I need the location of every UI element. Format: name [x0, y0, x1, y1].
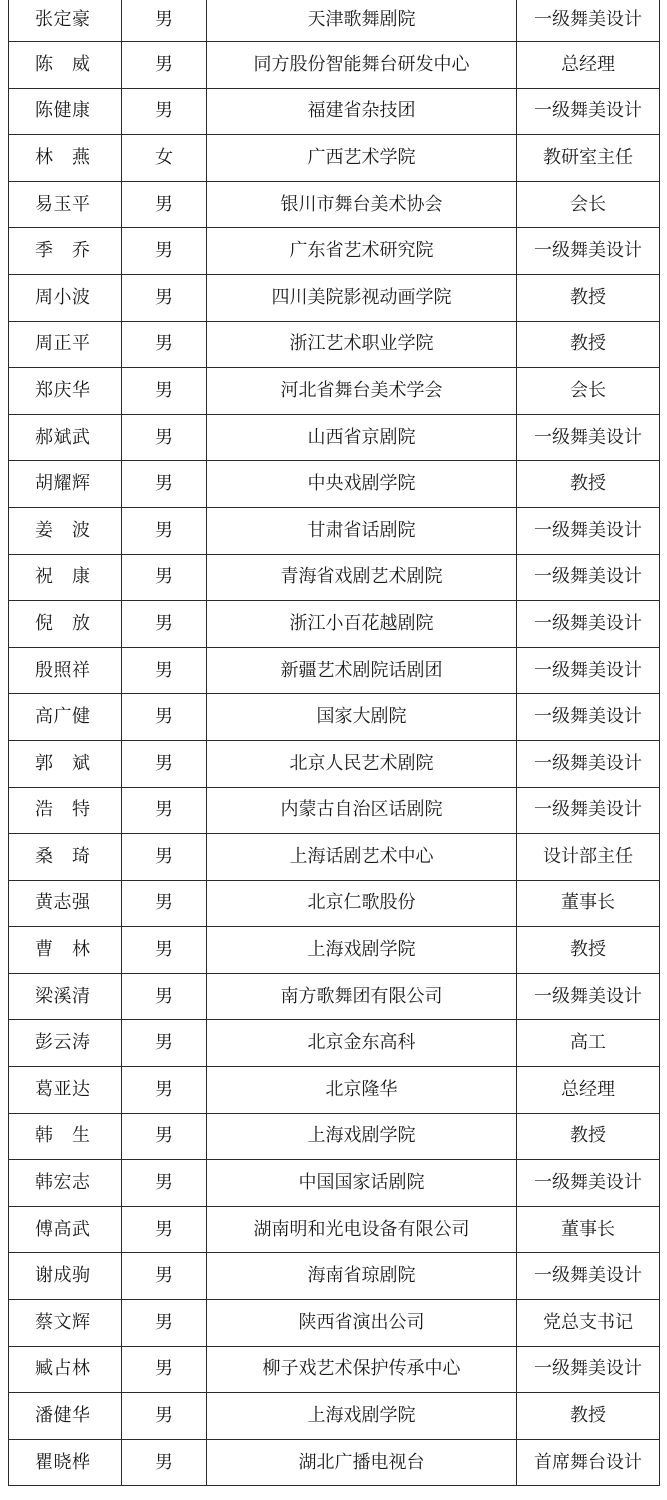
title-cell: 一级舞美设计 [517, 507, 660, 554]
organization-cell: 湖南明和光电设备有限公司 [207, 1206, 517, 1253]
gender-cell: 男 [122, 368, 207, 415]
organization-cell: 新疆艺术剧院话剧团 [207, 647, 517, 694]
gender-cell: 女 [122, 135, 207, 182]
title-cell: 董事长 [517, 1206, 660, 1253]
title-cell: 一级舞美设计 [517, 0, 660, 42]
title-cell: 一级舞美设计 [517, 740, 660, 787]
table-row [9, 554, 660, 601]
table-row [9, 1346, 660, 1393]
table-row [9, 1300, 660, 1347]
table-row [9, 274, 660, 321]
gender-cell: 男 [122, 414, 207, 461]
gender-cell: 男 [122, 1300, 207, 1347]
gender-cell: 男 [122, 927, 207, 974]
gender-cell: 男 [122, 1253, 207, 1300]
organization-cell: 上海戏剧学院 [207, 1113, 517, 1160]
title-cell: 教授 [517, 1113, 660, 1160]
name-cell: 曹 林 [9, 927, 122, 974]
table-row [9, 1160, 660, 1207]
name-cell: 潘健华 [9, 1393, 122, 1440]
table-row [9, 1253, 660, 1300]
name-cell: 黄志强 [9, 880, 122, 927]
organization-cell: 上海话剧艺术中心 [207, 834, 517, 881]
gender-cell: 男 [122, 42, 207, 89]
gender-cell: 男 [122, 1206, 207, 1253]
roster-table [8, 0, 660, 1486]
table-row [9, 1206, 660, 1253]
name-cell: 浩 特 [9, 787, 122, 834]
gender-cell: 男 [122, 1439, 207, 1486]
name-cell: 胡耀辉 [9, 461, 122, 508]
title-cell: 一级舞美设计 [517, 554, 660, 601]
gender-cell: 男 [122, 181, 207, 228]
table-row [9, 181, 660, 228]
organization-cell: 四川美院影视动画学院 [207, 274, 517, 321]
title-cell: 一级舞美设计 [517, 1346, 660, 1393]
title-cell: 总经理 [517, 1067, 660, 1114]
table-row [9, 42, 660, 89]
gender-cell: 男 [122, 1113, 207, 1160]
organization-cell: 北京金东高科 [207, 1020, 517, 1067]
title-cell: 一级舞美设计 [517, 787, 660, 834]
organization-cell: 浙江小百花越剧院 [207, 601, 517, 648]
organization-cell: 国家大剧院 [207, 694, 517, 741]
table-row [9, 834, 660, 881]
organization-cell: 北京仁歌股份 [207, 880, 517, 927]
name-cell: 彭云涛 [9, 1020, 122, 1067]
title-cell: 一级舞美设计 [517, 1253, 660, 1300]
gender-cell: 男 [122, 647, 207, 694]
title-cell: 一级舞美设计 [517, 647, 660, 694]
title-cell: 一级舞美设计 [517, 88, 660, 135]
name-cell: 易玉平 [9, 181, 122, 228]
name-cell: 韩宏志 [9, 1160, 122, 1207]
title-cell: 会长 [517, 181, 660, 228]
gender-cell: 男 [122, 880, 207, 927]
gender-cell: 男 [122, 834, 207, 881]
organization-cell: 北京隆华 [207, 1067, 517, 1114]
table-row [9, 927, 660, 974]
gender-cell: 男 [122, 1346, 207, 1393]
name-cell: 郑庆华 [9, 368, 122, 415]
name-cell: 郝斌武 [9, 414, 122, 461]
table-row [9, 694, 660, 741]
table-row [9, 1020, 660, 1067]
gender-cell: 男 [122, 1067, 207, 1114]
name-cell: 殷照祥 [9, 647, 122, 694]
organization-cell: 同方股份智能舞台研发中心 [207, 42, 517, 89]
name-cell: 周正平 [9, 321, 122, 368]
table-row [9, 647, 660, 694]
organization-cell: 湖北广播电视台 [207, 1439, 517, 1486]
table-row [9, 973, 660, 1020]
title-cell: 高工 [517, 1020, 660, 1067]
title-cell: 教授 [517, 321, 660, 368]
title-cell: 首席舞台设计 [517, 1439, 660, 1486]
organization-cell: 甘肃省话剧院 [207, 507, 517, 554]
table-row [9, 601, 660, 648]
gender-cell: 男 [122, 1160, 207, 1207]
title-cell: 总经理 [517, 42, 660, 89]
name-cell: 瞿晓桦 [9, 1439, 122, 1486]
name-cell: 季 乔 [9, 228, 122, 275]
title-cell: 教授 [517, 927, 660, 974]
title-cell: 董事长 [517, 880, 660, 927]
organization-cell: 浙江艺术职业学院 [207, 321, 517, 368]
title-cell: 一级舞美设计 [517, 1160, 660, 1207]
organization-cell: 上海戏剧学院 [207, 1393, 517, 1440]
organization-cell: 海南省琼剧院 [207, 1253, 517, 1300]
organization-cell: 中国国家话剧院 [207, 1160, 517, 1207]
gender-cell: 男 [122, 0, 207, 42]
title-cell: 一级舞美设计 [517, 973, 660, 1020]
name-cell: 谢成驹 [9, 1253, 122, 1300]
name-cell: 桑 琦 [9, 834, 122, 881]
organization-cell: 中央戏剧学院 [207, 461, 517, 508]
organization-cell: 内蒙古自治区话剧院 [207, 787, 517, 834]
gender-cell: 男 [122, 321, 207, 368]
name-cell: 傅高武 [9, 1206, 122, 1253]
gender-cell: 男 [122, 274, 207, 321]
organization-cell: 广东省艺术研究院 [207, 228, 517, 275]
title-cell: 一级舞美设计 [517, 694, 660, 741]
title-cell: 会长 [517, 368, 660, 415]
name-cell: 梁溪清 [9, 973, 122, 1020]
title-cell: 一级舞美设计 [517, 414, 660, 461]
gender-cell: 男 [122, 973, 207, 1020]
table-row [9, 740, 660, 787]
table-row [9, 1439, 660, 1486]
name-cell: 郭 斌 [9, 740, 122, 787]
gender-cell: 男 [122, 1393, 207, 1440]
name-cell: 周小波 [9, 274, 122, 321]
roster-table-body [9, 0, 660, 1486]
organization-cell: 陕西省演出公司 [207, 1300, 517, 1347]
title-cell: 教授 [517, 1393, 660, 1440]
gender-cell: 男 [122, 228, 207, 275]
name-cell: 张定豪 [9, 0, 122, 42]
name-cell: 陈 威 [9, 42, 122, 89]
gender-cell: 男 [122, 740, 207, 787]
name-cell: 蔡文辉 [9, 1300, 122, 1347]
gender-cell: 男 [122, 507, 207, 554]
table-row [9, 1113, 660, 1160]
gender-cell: 男 [122, 787, 207, 834]
gender-cell: 男 [122, 554, 207, 601]
table-row [9, 414, 660, 461]
table-row [9, 321, 660, 368]
title-cell: 党总支书记 [517, 1300, 660, 1347]
table-row [9, 88, 660, 135]
title-cell: 教授 [517, 274, 660, 321]
name-cell: 葛亚达 [9, 1067, 122, 1114]
title-cell: 教授 [517, 461, 660, 508]
gender-cell: 男 [122, 88, 207, 135]
organization-cell: 北京人民艺术剧院 [207, 740, 517, 787]
title-cell: 一级舞美设计 [517, 601, 660, 648]
organization-cell: 福建省杂技团 [207, 88, 517, 135]
table-row [9, 461, 660, 508]
gender-cell: 男 [122, 461, 207, 508]
organization-cell: 山西省京剧院 [207, 414, 517, 461]
name-cell: 高广健 [9, 694, 122, 741]
organization-cell: 广西艺术学院 [207, 135, 517, 182]
organization-cell: 河北省舞台美术学会 [207, 368, 517, 415]
table-row [9, 0, 660, 42]
gender-cell: 男 [122, 1020, 207, 1067]
organization-cell: 柳子戏艺术保护传承中心 [207, 1346, 517, 1393]
title-cell: 教研室主任 [517, 135, 660, 182]
table-row [9, 1393, 660, 1440]
name-cell: 祝 康 [9, 554, 122, 601]
table-row [9, 228, 660, 275]
gender-cell: 男 [122, 694, 207, 741]
title-cell: 一级舞美设计 [517, 228, 660, 275]
name-cell: 臧占林 [9, 1346, 122, 1393]
table-row [9, 787, 660, 834]
title-cell: 设计部主任 [517, 834, 660, 881]
table-row [9, 1067, 660, 1114]
table-row [9, 507, 660, 554]
name-cell: 姜 波 [9, 507, 122, 554]
table-row [9, 368, 660, 415]
name-cell: 倪 放 [9, 601, 122, 648]
organization-cell: 银川市舞台美术协会 [207, 181, 517, 228]
organization-cell: 上海戏剧学院 [207, 927, 517, 974]
name-cell: 陈健康 [9, 88, 122, 135]
name-cell: 韩 生 [9, 1113, 122, 1160]
gender-cell: 男 [122, 601, 207, 648]
organization-cell: 青海省戏剧艺术剧院 [207, 554, 517, 601]
table-row [9, 135, 660, 182]
organization-cell: 南方歌舞团有限公司 [207, 973, 517, 1020]
table-row [9, 880, 660, 927]
organization-cell: 天津歌舞剧院 [207, 0, 517, 42]
name-cell: 林 燕 [9, 135, 122, 182]
